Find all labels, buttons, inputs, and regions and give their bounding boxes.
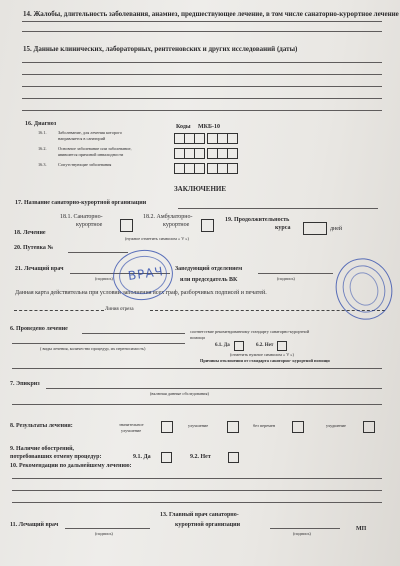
hint-18: (нужное отметить символом « V ») — [125, 236, 189, 241]
section-10-label: 10. Рекомендации по дальнейшему лечению: — [10, 463, 132, 469]
section-6-hint: ( виды лечения, количество процедур, их переносимость) — [40, 346, 146, 351]
icd-code-cell[interactable] — [194, 148, 205, 159]
no-9-2: 9.2. Нет — [190, 454, 211, 460]
line — [22, 62, 382, 63]
cut-line — [14, 310, 104, 311]
section-9-label2: потребовавших отмену процедур: — [10, 454, 102, 460]
section-14-label: 14. Жалобы, длительность заболевания, анамнез, предшествующее лечение, в том числе санаторно-курортное лечение — [23, 10, 399, 18]
section-11-label: 11. Лечащий врач — [10, 522, 59, 528]
checkbox-18-2[interactable] — [201, 219, 214, 232]
standard-text2: помощи — [190, 335, 205, 340]
deviation-reason-label: Причины отклонения от стандарта санаторно- курортной помощи — [200, 358, 330, 363]
item-16-1-text: Заболевание, для лечения которого — [58, 130, 122, 135]
section-20-label: 20. Путевка № — [14, 245, 54, 251]
item-16-1-text2: направляется в санаторий — [58, 136, 106, 141]
checkbox-result-1[interactable] — [161, 421, 173, 433]
line — [12, 502, 382, 503]
stamp-text: ВРАЧ — [127, 264, 165, 284]
standard-text: соответствие рекомендованному стандарту санаторно-курортной — [190, 329, 310, 334]
line — [22, 86, 382, 87]
checkbox-9-2[interactable] — [228, 452, 239, 463]
doctor-signature-hint-2: (подпись) — [95, 531, 113, 536]
item-16-2-num: 16.2. — [38, 146, 47, 151]
line — [68, 252, 128, 253]
head-label2: или председатель ВК — [180, 277, 238, 283]
result-3-text: без перемен — [253, 423, 276, 428]
cut-line-label: Линия отреза — [105, 307, 134, 312]
section-9-label: 9. Наличие обострений, — [10, 446, 75, 452]
result-1-text: значительное — [119, 422, 144, 427]
item-16-3-num: 16.3. — [38, 162, 47, 167]
item-16-3-text: Сопутствующие заболевания — [58, 162, 112, 167]
checkbox-result-2[interactable] — [227, 421, 239, 433]
section-15-label: 15. Данные клинических, лабораторных, рентгеновских и других исследований (даты) — [23, 45, 298, 53]
icd-code-cell[interactable] — [227, 163, 238, 174]
head-signature-hint: (подпись) — [277, 276, 295, 281]
section-21-label: 21. Лечащий врач — [15, 266, 64, 272]
codes-label: Коды — [176, 124, 191, 130]
opt-18-2-text2: курортное — [163, 222, 190, 228]
line — [22, 21, 382, 22]
section-8-label: 8. Результаты лечения: — [10, 423, 73, 429]
icd-code-cell[interactable] — [194, 163, 205, 174]
line — [12, 343, 185, 344]
line — [270, 528, 340, 529]
no-6-2: 6.2. Нет — [256, 343, 274, 348]
section-7-hint: (включая данные обследования) — [150, 391, 209, 396]
section-16-label: 16. Диагноз — [25, 121, 57, 127]
line — [82, 333, 185, 334]
section-18-label: 18. Лечение — [14, 230, 46, 236]
stamp-place-label: МП — [356, 526, 367, 532]
result-4-text: ухудшение — [326, 423, 346, 428]
checkbox-result-3[interactable] — [292, 421, 304, 433]
section-19-label2: курса — [275, 225, 291, 231]
days-label: дней — [330, 226, 343, 232]
icd-code-cell[interactable] — [227, 133, 238, 144]
section-17-label: 17. Название санаторно-курортной организации — [15, 200, 147, 206]
checkbox-9-1[interactable] — [161, 452, 172, 463]
checkbox-6-1[interactable] — [234, 341, 244, 351]
line — [12, 368, 382, 369]
section-6-hint2: (отметить нужное символом « V ») — [230, 352, 294, 357]
item-16-2-text: Основное заболевание или заболевание, — [58, 146, 132, 151]
result-1-text2: улучшение — [121, 428, 142, 433]
line — [12, 404, 382, 405]
institution-seal — [327, 250, 400, 327]
icd-code-cell[interactable] — [194, 133, 205, 144]
mkb-label: МКБ-10 — [198, 124, 220, 130]
section-7-label: 7. Эпикриз — [10, 381, 40, 387]
course-days-field[interactable] — [303, 222, 327, 235]
section-19-label: 19. Продолжительность — [225, 217, 290, 223]
opt-18-1-text: 18.1. Санаторно- — [60, 214, 103, 220]
icd-code-cell[interactable] — [227, 148, 238, 159]
line — [12, 490, 382, 491]
line — [178, 208, 378, 209]
item-16-1-num: 16.1. — [38, 130, 47, 135]
head-label: Заведующий отделением — [175, 266, 243, 272]
line — [65, 528, 150, 529]
line — [22, 98, 382, 99]
section-6-label: 6. Проведено лечение — [10, 326, 68, 332]
yes-9-1: 9.1. Да — [133, 454, 151, 460]
item-16-2-text2: явившееся причиной инвалидности — [58, 152, 124, 157]
result-2-text: улучшение — [188, 423, 209, 428]
checkbox-6-2[interactable] — [277, 341, 287, 351]
line — [46, 388, 382, 389]
line — [12, 478, 382, 479]
checkbox-18-1[interactable] — [120, 219, 133, 232]
validity-note: Данная карта действительна при условии заполнения всех граф, разборчивых подписей и печатей. — [15, 290, 267, 296]
opt-18-1-text2: курортное — [76, 222, 103, 228]
line — [22, 74, 382, 75]
line — [258, 273, 333, 274]
conclusion-title: ЗАКЛЮЧЕНИЕ — [173, 185, 227, 193]
line — [22, 110, 382, 111]
checkbox-result-4[interactable] — [363, 421, 375, 433]
opt-18-2-text: 18.2. Амбулаторно- — [143, 214, 193, 220]
chief-signature-hint: (подпись) — [293, 531, 311, 536]
doctor-signature-hint: (подпись) — [95, 276, 113, 281]
line — [22, 31, 382, 32]
section-13-label2: курортной организации — [175, 522, 241, 528]
section-13-label: 13. Главный врач санаторно- — [160, 512, 239, 518]
yes-6-1: 6.1. Да — [215, 343, 230, 348]
